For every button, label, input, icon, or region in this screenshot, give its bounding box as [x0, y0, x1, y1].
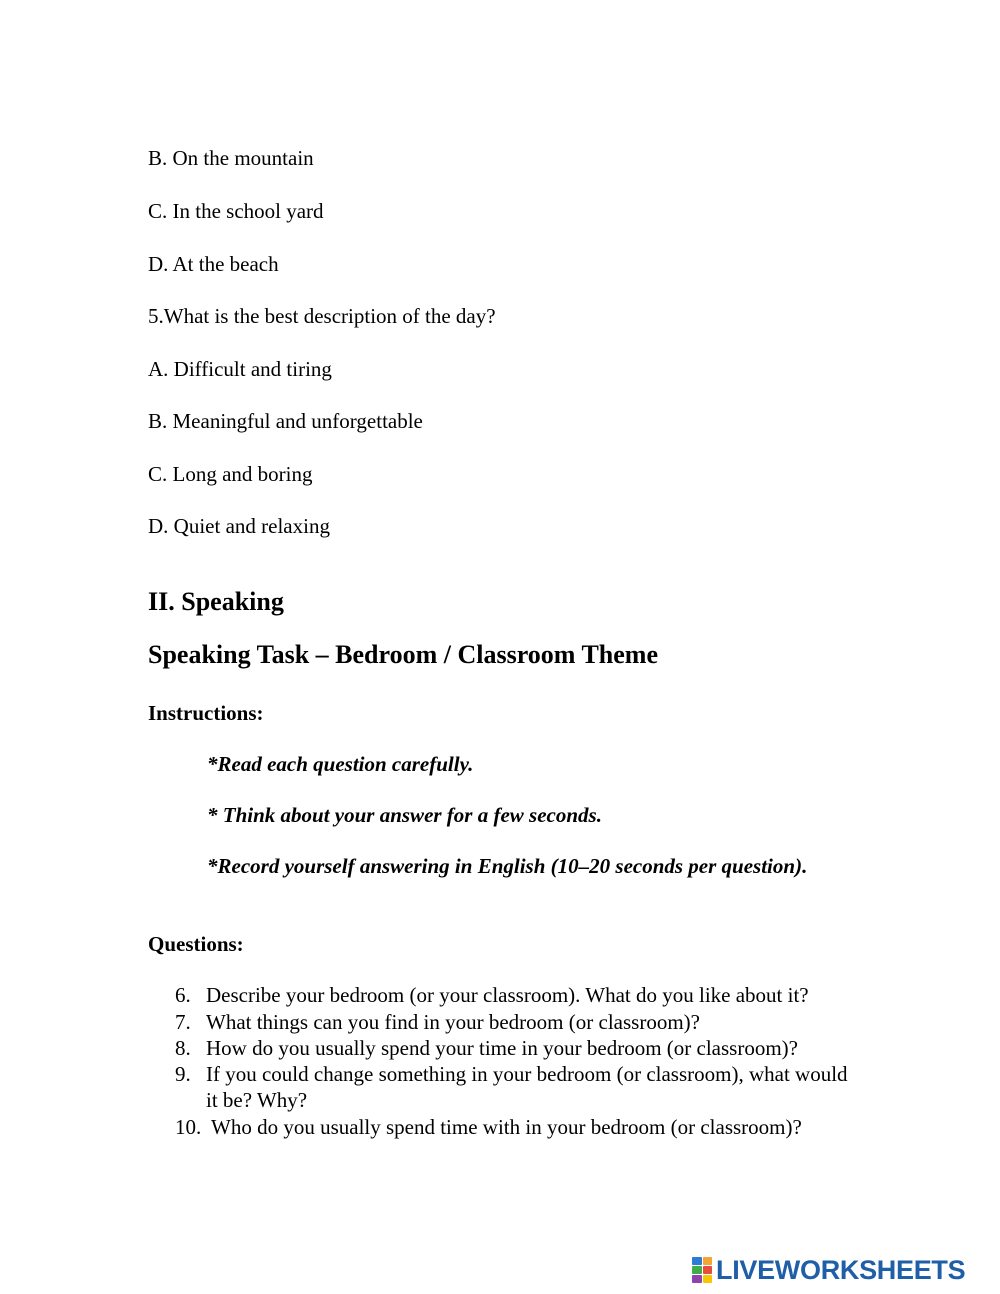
liveworksheets-logo — [692, 1254, 965, 1286]
option-d-beach: D. At the beach — [148, 252, 279, 276]
question-text: Describe your bedroom (or your classroom). What do you like about it? — [206, 983, 809, 1007]
liveworksheets-icon — [692, 1257, 712, 1283]
instruction-think: * Think about your answer for a few seconds. — [207, 803, 602, 827]
logo-text: LIVEWORKSHEETS — [716, 1254, 966, 1285]
logo-icon-block — [703, 1266, 713, 1274]
instruction-read: *Read each question carefully. — [207, 752, 474, 776]
logo-icon-block — [692, 1275, 702, 1283]
task-title: Speaking Task – Bedroom / Classroom Theme — [148, 640, 658, 669]
section-title: II. Speaking — [148, 587, 284, 616]
question-text: If you could change something in your bedroom (or classroom), what would it be? Why? — [206, 1062, 848, 1112]
question-text: What things can you find in your bedroom (or classroom)? — [206, 1010, 700, 1034]
question-number: 6. — [175, 983, 191, 1007]
option-b-mountain: B. On the mountain — [148, 146, 314, 170]
logo-icon-block — [703, 1257, 713, 1265]
question-number: 8. — [175, 1036, 191, 1060]
logo-icon-block — [692, 1257, 702, 1265]
option-c-school-yard: C. In the school yard — [148, 199, 324, 223]
question-number: 10. — [175, 1115, 202, 1139]
logo-icon-block — [703, 1275, 713, 1283]
option-b-meaningful: B. Meaningful and unforgettable — [148, 409, 423, 433]
instruction-record: *Record yourself answering in English (10–20 seconds per question). — [207, 854, 808, 878]
logo-icon-block — [692, 1266, 702, 1274]
question-number: 7. — [175, 1010, 191, 1034]
option-d-quiet: D. Quiet and relaxing — [148, 514, 330, 538]
question-text: Who do you usually spend time with in your bedroom (or classroom)? — [211, 1115, 802, 1139]
option-a-difficult: A. Difficult and tiring — [148, 357, 332, 381]
question-number: 9. — [175, 1062, 191, 1086]
instructions-label: Instructions: — [148, 701, 264, 725]
option-c-long: C. Long and boring — [148, 462, 313, 486]
questions-label: Questions: — [148, 932, 244, 956]
question-text: How do you usually spend your time in your bedroom (or classroom)? — [206, 1036, 798, 1060]
question-5: 5.What is the best description of the day? — [148, 304, 496, 328]
